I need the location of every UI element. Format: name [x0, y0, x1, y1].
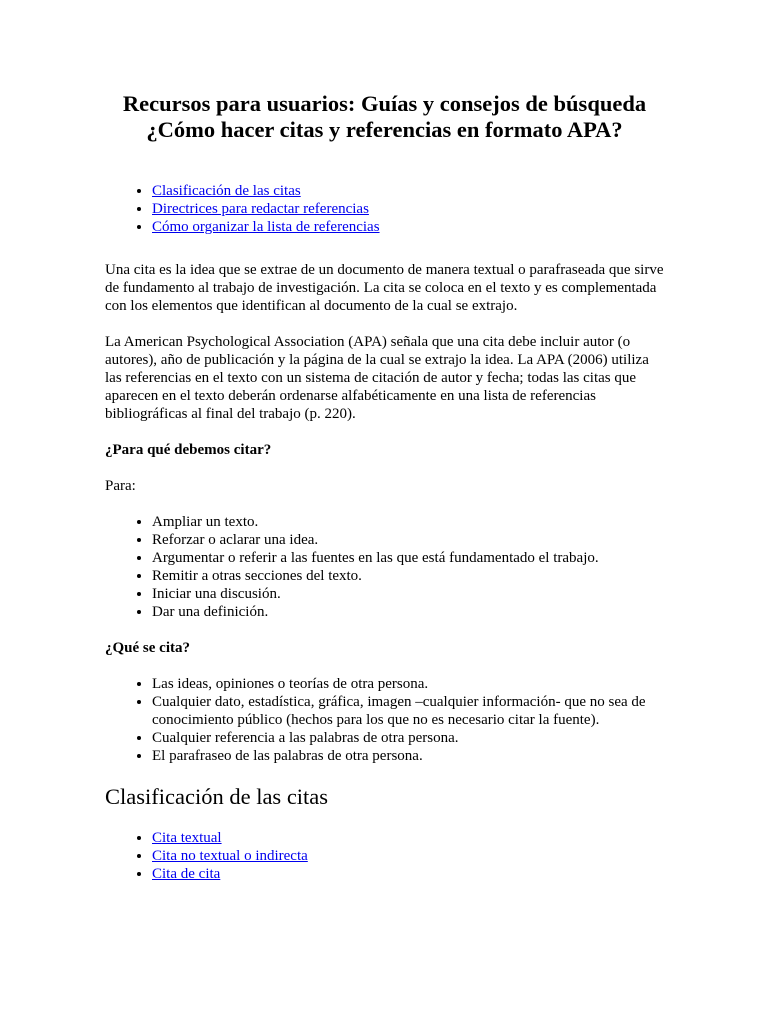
section-heading-what-to-cite: ¿Qué se cita? — [105, 640, 190, 656]
list-item: • Las ideas, opiniones o teorías de otra persona. — [152, 675, 664, 693]
list-item — [152, 865, 664, 883]
toc-link-organizar[interactable]: Cómo organizar la lista de referencias — [152, 219, 380, 235]
apa-paragraph: La American Psychological Association (APA) señala que una cita debe incluir autor (o autores), año de publicación y la página de la cual se extrajo la idea. La APA (2006) utiliza las referencias en el texto con un sistema de citación de autor y fecha; todas las citas que aparecen en el texto deberán ordenarse alfabéticamente en una lista de referencias bibliográficas al final del trabajo (p. 220). — [105, 334, 649, 422]
what-to-cite-list — [105, 675, 664, 765]
list-item: • Iniciar una discusión. — [152, 585, 664, 603]
toc-link-directrices[interactable]: Directrices para redactar referencias — [152, 201, 369, 217]
list-item: • El parafraseo de las palabras de otra persona. — [152, 747, 664, 765]
toc-item — [152, 182, 664, 200]
page-title — [105, 0, 664, 143]
page-title-line-2: ¿Cómo hacer citas y referencias en formato APA? — [146, 117, 623, 142]
toc-link-clasificacion[interactable]: Clasificación de las citas — [152, 183, 301, 199]
list-item — [152, 847, 664, 865]
page-title-line-1: Recursos para usuarios: Guías y consejos de búsqueda — [122, 91, 647, 116]
why-lead-text: Para: — [105, 478, 136, 494]
section-heading-why-cite: ¿Para qué debemos citar? — [105, 442, 272, 458]
list-item: • Dar una definición. — [152, 603, 664, 621]
link-cita-textual[interactable]: Cita textual — [152, 830, 222, 846]
toc-item — [152, 218, 664, 236]
list-item — [152, 829, 664, 847]
list-item: • Reforzar o aclarar una idea. — [152, 531, 664, 549]
list-item: • Argumentar o referir a las fuentes en las que está fundamentado el trabajo. — [152, 549, 664, 567]
link-cita-de-cita[interactable]: Cita de cita — [152, 866, 221, 882]
link-cita-no-textual[interactable]: Cita no textual o indirecta — [152, 848, 308, 864]
toc-item — [152, 200, 664, 218]
list-item: • Remitir a otras secciones del texto. — [152, 567, 664, 585]
section-heading-classification: Clasificación de las citas — [105, 784, 329, 809]
list-item: • Ampliar un texto. — [152, 513, 664, 531]
list-item: • Cualquier referencia a las palabras de otra persona. — [152, 729, 664, 747]
classification-links-list — [105, 829, 664, 883]
list-item: • Cualquier dato, estadística, gráfica, imagen –cualquier información- que no sea de conocimiento público (hechos para los que no es necesario citar la fuente). — [152, 693, 664, 729]
table-of-contents — [105, 182, 664, 236]
why-cite-list — [105, 513, 664, 621]
intro-paragraph: Una cita es la idea que se extrae de un documento de manera textual o parafraseada que sirve de fundamento al trabajo de investigación. La cita se coloca en el texto y es complementada con los elementos que identifican al documento de la cual se extrajo. — [105, 262, 664, 314]
